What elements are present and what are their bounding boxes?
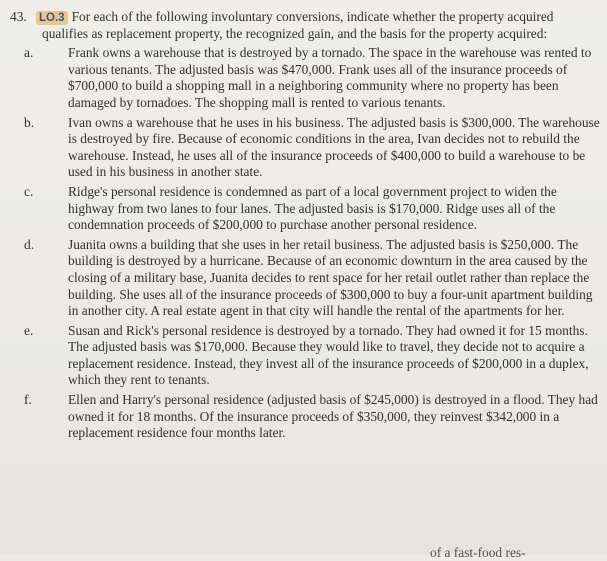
problem-item-f (10, 392, 600, 442)
item-letter: b. (24, 114, 35, 130)
problem-number: 43. (10, 9, 27, 24)
item-text: Ellen and Harry's personal residence (adjusted basis of $245,000) is destroyed in a flood. They had owned it for 18 months. Of the insurance proceeds of $350,000, they reinvest $342,000 in a replacement residence four months later. (68, 392, 598, 441)
item-letter: d. (24, 236, 35, 252)
problem-item-d (10, 237, 600, 320)
item-text: Ridge's personal residence is condemned as part of a local government project to widen the highway from two lanes to four lanes. The adjusted basis is $170,000. Ridge uses all of the condemnation proceeds of $200,000 to purchase another personal residence. (68, 183, 557, 233)
item-text: Ivan owns a warehouse that he uses in his business. The adjusted basis is $300,000. The warehouse is destroyed by fire. Because of economic conditions in the area, Ivan decides not to rebuild the warehouse. Instead, he uses all of the insurance proceeds of $400,000 to build a warehouse to be used in his business in another state. (68, 114, 600, 180)
item-text: Frank owns a warehouse that is destroyed by a tornado. The space in the warehouse was rented to various tenants. The adjusted basis was $470,000. Frank uses all of the insurance proceeds of $700,000 to build a shopping mall in a neighboring community where no property has been damaged by tornadoes. The shopping mall is rented to various tenants. (68, 45, 592, 110)
problem-intro (10, 9, 600, 42)
problem-item-c (10, 184, 600, 234)
problem-item-a (10, 45, 600, 111)
learning-objective-badge: LO.3 (36, 11, 68, 25)
problem-intro-text: For each of the following involuntary conversions, indicate whether the property acquired qualifies as replacement property, the recognized gain, and the basis for the property acquired: (42, 9, 554, 41)
item-letter: a. (24, 45, 34, 61)
item-letter: f. (24, 392, 32, 408)
cut-off-next-item-text: of a fast-food res- (430, 545, 526, 560)
problem-43 (10, 9, 600, 442)
problem-item-list (10, 45, 600, 442)
item-text: Juanita owns a building that she uses in her retail business. The adjusted basis is $250,000. The building is destroyed by a hurricane. Because of an economic downturn in the area caused by the closing of a military base, Juanita decides to rent space for her retail outlet rather than replace the building. She uses all of the insurance proceeds of $300,000 to buy a four-unit apartment building in another city. A real estate agent in that city will handle the rental of the apartments for her. (68, 236, 593, 319)
problem-item-b (10, 115, 600, 181)
problem-item-e (10, 323, 600, 389)
item-letter: c. (24, 183, 34, 199)
item-letter: e. (24, 322, 34, 338)
item-text: Susan and Rick's personal residence is destroyed by a tornado. They had owned it for 15 months. The adjusted basis was $170,000. Because they would like to travel, they decide not to acquire a replacement residence. Instead, they invest all of the insurance proceeds of $200,000 in a duplex, which they rent to tenants. (68, 322, 589, 388)
